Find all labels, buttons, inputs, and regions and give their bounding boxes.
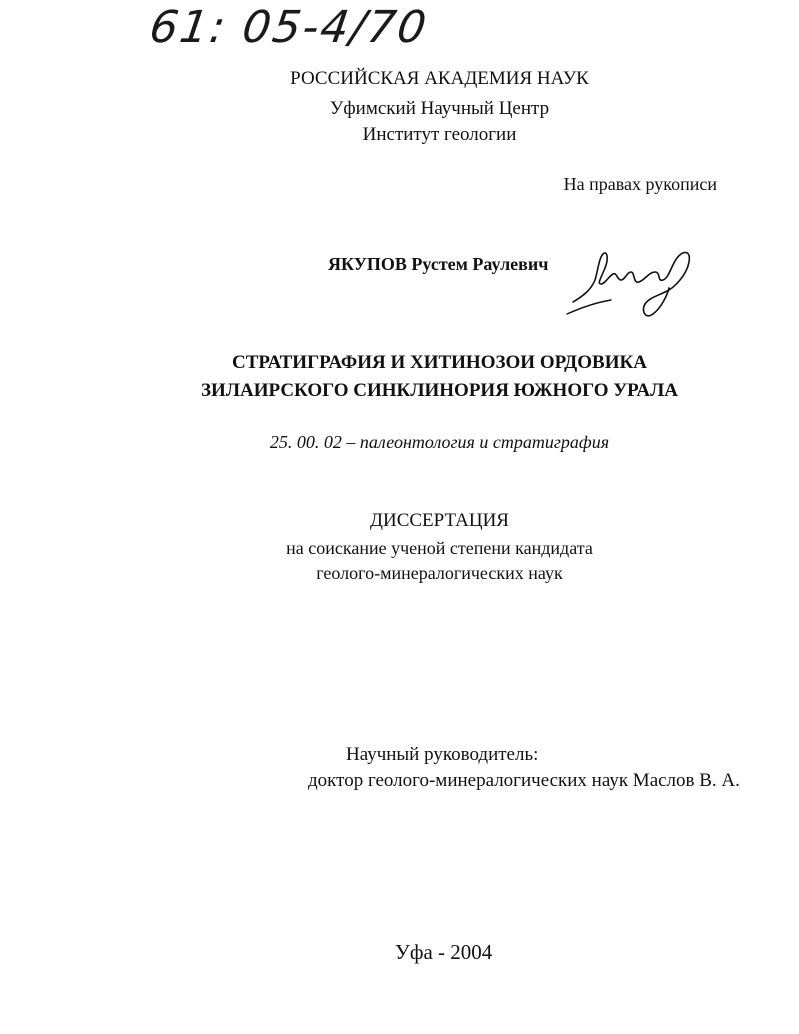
scientific-center-name: Уфимский Научный Центр <box>329 98 550 119</box>
degree-purpose-line-1: на соискание ученой степени кандидата <box>286 538 593 558</box>
advisor-label: Научный руководитель: <box>346 744 539 765</box>
handwritten-archive-code: 61: 05-4/70 <box>146 2 432 53</box>
advisor-name: доктор геолого-минералогических наук Маслов В. А. <box>308 770 740 791</box>
author-name: ЯКУПОВ Рустем Раулевич <box>328 254 549 274</box>
document-type: ДИССЕРТАЦИЯ <box>370 510 509 531</box>
signature-icon <box>565 244 705 324</box>
institute-name: Институт геологии <box>362 124 517 145</box>
city-and-year: Уфа - 2004 <box>395 940 493 964</box>
dissertation-title-line-1: СТРАТИГРАФИЯ И ХИТИНОЗОИ ОРДОВИКА <box>232 352 647 373</box>
manuscript-rights-note: На правах рукописи <box>563 174 717 194</box>
academy-name: РОССИЙСКАЯ АКАДЕМИЯ НАУК <box>290 68 589 89</box>
specialty-code: 25. 00. 02 – палеонтология и стратиграфия <box>269 432 610 452</box>
dissertation-title-line-2: ЗИЛАИРСКОГО СИНКЛИНОРИЯ ЮЖНОГО УРАЛА <box>201 380 678 401</box>
degree-purpose-line-2: геолого-минералогических наук <box>316 563 563 583</box>
